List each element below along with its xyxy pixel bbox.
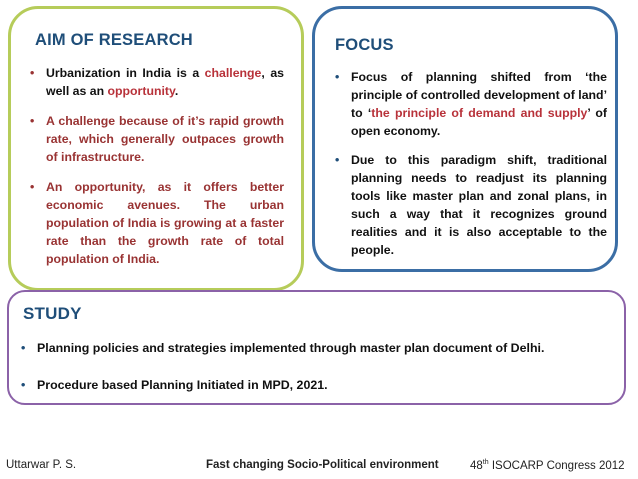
aim-heading: AIM OF RESEARCH — [35, 31, 193, 49]
aim-bullet-3: • An opportunity, as it offers better economic avenues. The urban population of India is growing at a faster rate than the growth rate of total population of India. — [30, 180, 284, 266]
aim-bullet-1: • Urbanization in India is a challenge, as well as an opportunity. — [30, 66, 284, 98]
footer-title: Fast changing Socio-Political environment — [206, 459, 439, 471]
bullet-icon: • — [21, 341, 26, 355]
bullet-icon: • — [30, 180, 35, 194]
focus-box — [312, 6, 618, 272]
study-bullet-2: • Procedure based Planning Initiated in MPD, 2021. — [21, 378, 328, 392]
focus-bullet-list — [335, 68, 607, 270]
bullet-icon: • — [21, 378, 26, 392]
study-heading: STUDY — [23, 304, 82, 323]
bullet-icon: • — [30, 66, 35, 80]
focus-bullet-1: • Focus of planning shifted from ‘the principle of controlled development of land’ to ‘the principle of demand and supply’ of open economy. — [335, 70, 607, 138]
aim-of-research-box — [8, 6, 304, 291]
aim-bullet-2: • A challenge because of it’s rapid growth rate, which generally outpaces growth of infrastructure. — [30, 114, 284, 164]
bullet-icon: • — [335, 70, 340, 84]
study-box — [7, 290, 626, 405]
footer-congress: 48th ISOCARP Congress 2012 — [470, 459, 625, 472]
footer-author: Uttarwar P. S. — [6, 459, 77, 471]
aim-bullet-list — [30, 64, 284, 280]
study-bullet-list — [21, 339, 611, 413]
bullet-icon: • — [335, 153, 340, 167]
focus-heading: FOCUS — [335, 36, 394, 54]
study-bullet-1: • Planning policies and strategies implemented through master plan document of Delhi. — [21, 341, 545, 355]
focus-bullet-2: • Due to this paradigm shift, traditional planning needs to readjust its planning tools like master plan and zonal plans, in such a way that it recognizes ground realities and it is also acceptable to the people. — [335, 153, 607, 257]
bullet-icon: • — [30, 114, 35, 128]
